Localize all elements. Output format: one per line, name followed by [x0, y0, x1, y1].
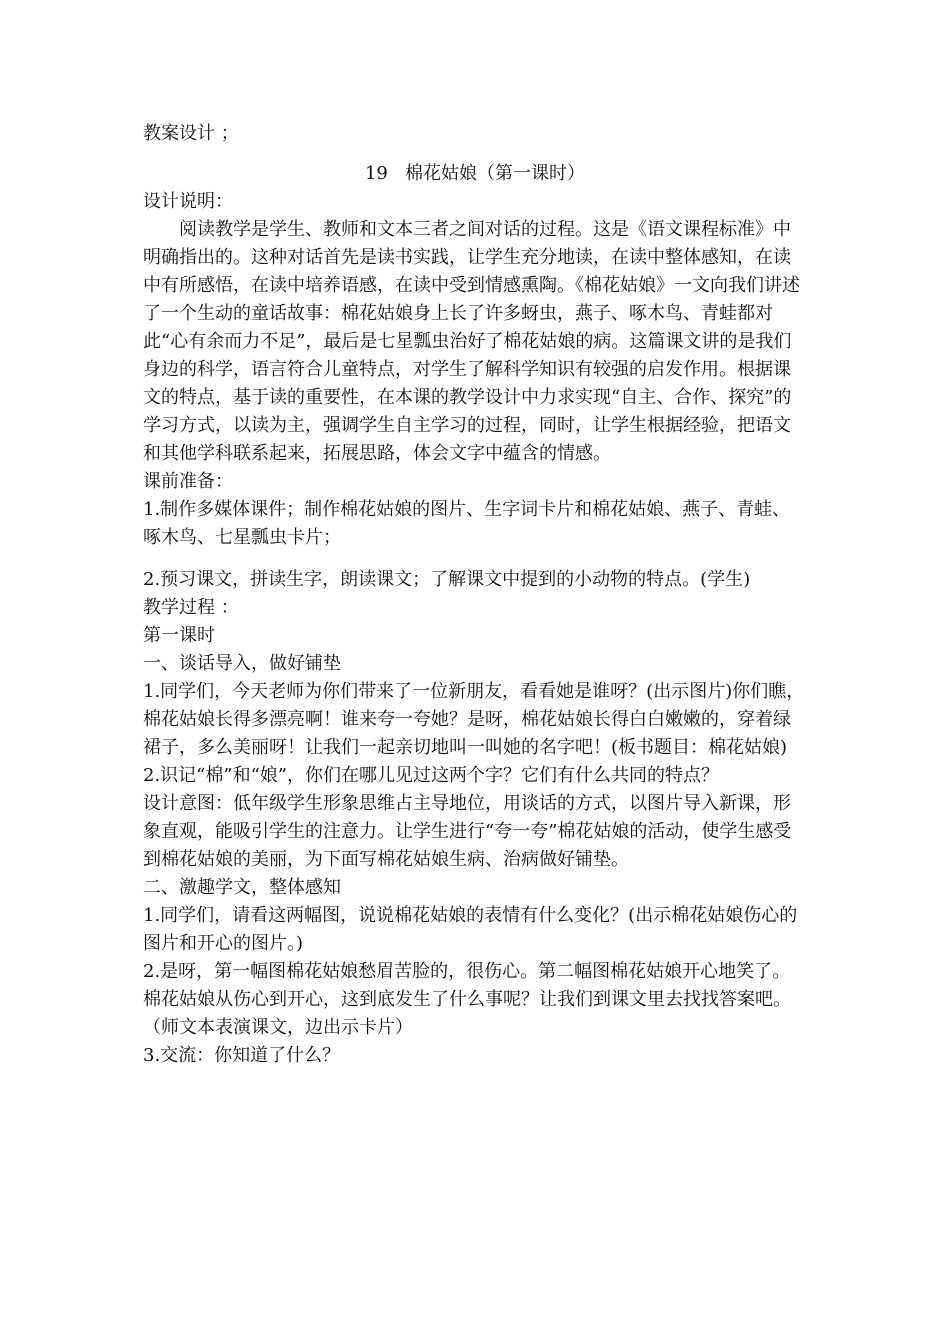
lesson-period: 第一课时: [143, 625, 215, 646]
section-1-item-2: 2.识记“棉”和“娘”，你们在哪儿见过这两个字？它们有什么共同的特点？: [143, 765, 719, 786]
section-1-item-1: 1.同学们，今天老师为你们带来了一位新朋友，看看她是谁呀？(出示图片)你们瞧，棉花姑娘长得多漂亮啊！谁来夸一夸她？是呀，棉花姑娘长得白白嫩嫩的，穿着绿裙子，多么美丽呀！让我们一起亲切地叫一叫她的名字吧！(板书题目：棉花姑娘): [143, 681, 805, 758]
section-2-item-1: 1.同学们，请看这两幅图，说说棉花姑娘的表情有什么变化？(出示棉花姑娘伤心的图片和开心的图片。): [143, 905, 798, 954]
section-2-item-2: 2.是呀，第一幅图棉花姑娘愁眉苦脸的，很伤心。第二幅图棉花姑娘开心地笑了。棉花姑娘从伤心到开心，这到底发生了什么事呢？让我们到课文里去找找答案吧。（师文本表演课文，边出示卡片）: [143, 961, 791, 1038]
section-1-intent: 设计意图：低年级学生形象思维占主导地位，用谈话的方式，以图片导入新课，形象直观，能吸引学生的注意力。让学生进行“夸一夸”棉花姑娘的活动，使学生感受到棉花姑娘的美丽，为下面写棉花姑娘生病、治病做好铺垫。: [143, 793, 792, 870]
lesson-title: 19 棉花姑娘（第一课时）: [364, 163, 586, 184]
section-2-heading: 二、激趣学文，整体感知: [143, 877, 341, 898]
process-heading: 教学过程 ：: [143, 597, 239, 618]
section-2-item-3: 3.交流：你知道了什么？: [143, 1045, 341, 1066]
header-label: 教案设计 ；: [143, 123, 239, 144]
prep-item-1: 1.制作多媒体课件；制作棉花姑娘的图片、生字词卡片和棉花姑娘、燕子、青蛙、啄木鸟、七星瓢虫卡片；: [143, 499, 791, 548]
design-paragraph: 阅读教学是学生、教师和文本三者之间对话的过程。这是《语文课程标准》中明确指出的。这种对话首先是读书实践，让学生充分地读，在读中整体感知，在读中有所感悟，在读中培养语感，在读中受到情感熏陶。《棉花姑娘》一文向我们讲述了一个生动的童话故事：棉花姑娘身上长了许多蚜虫，燕子、啄木鸟、青蛙都对此“心有余而力不足”，最后是七星瓢虫治好了棉花姑娘的病。这篇课文讲的是我们身边的科学，语言符合儿童特点，对学生了解科学知识有较强的启发作用。根据课文的特点，基于读的重要性，在本课的教学设计中力求实现“自主、合作、探究”的学习方式，以读为主，强调学生自主学习的过程，同时，让学生根据经验，把语文和其他学科联系起来，拓展思路，体会文字中蕴含的情感。: [143, 219, 800, 464]
document-body: [143, 120, 807, 1070]
prep-item-2: 2.预习课文，拼读生字，朗读课文；了解课文中提到的小动物的特点。(学生): [143, 569, 751, 590]
design-heading: 设计说明：: [143, 191, 233, 212]
prep-heading: 课前准备：: [143, 471, 233, 492]
section-1-heading: 一、谈话导入，做好铺垫: [143, 653, 341, 674]
